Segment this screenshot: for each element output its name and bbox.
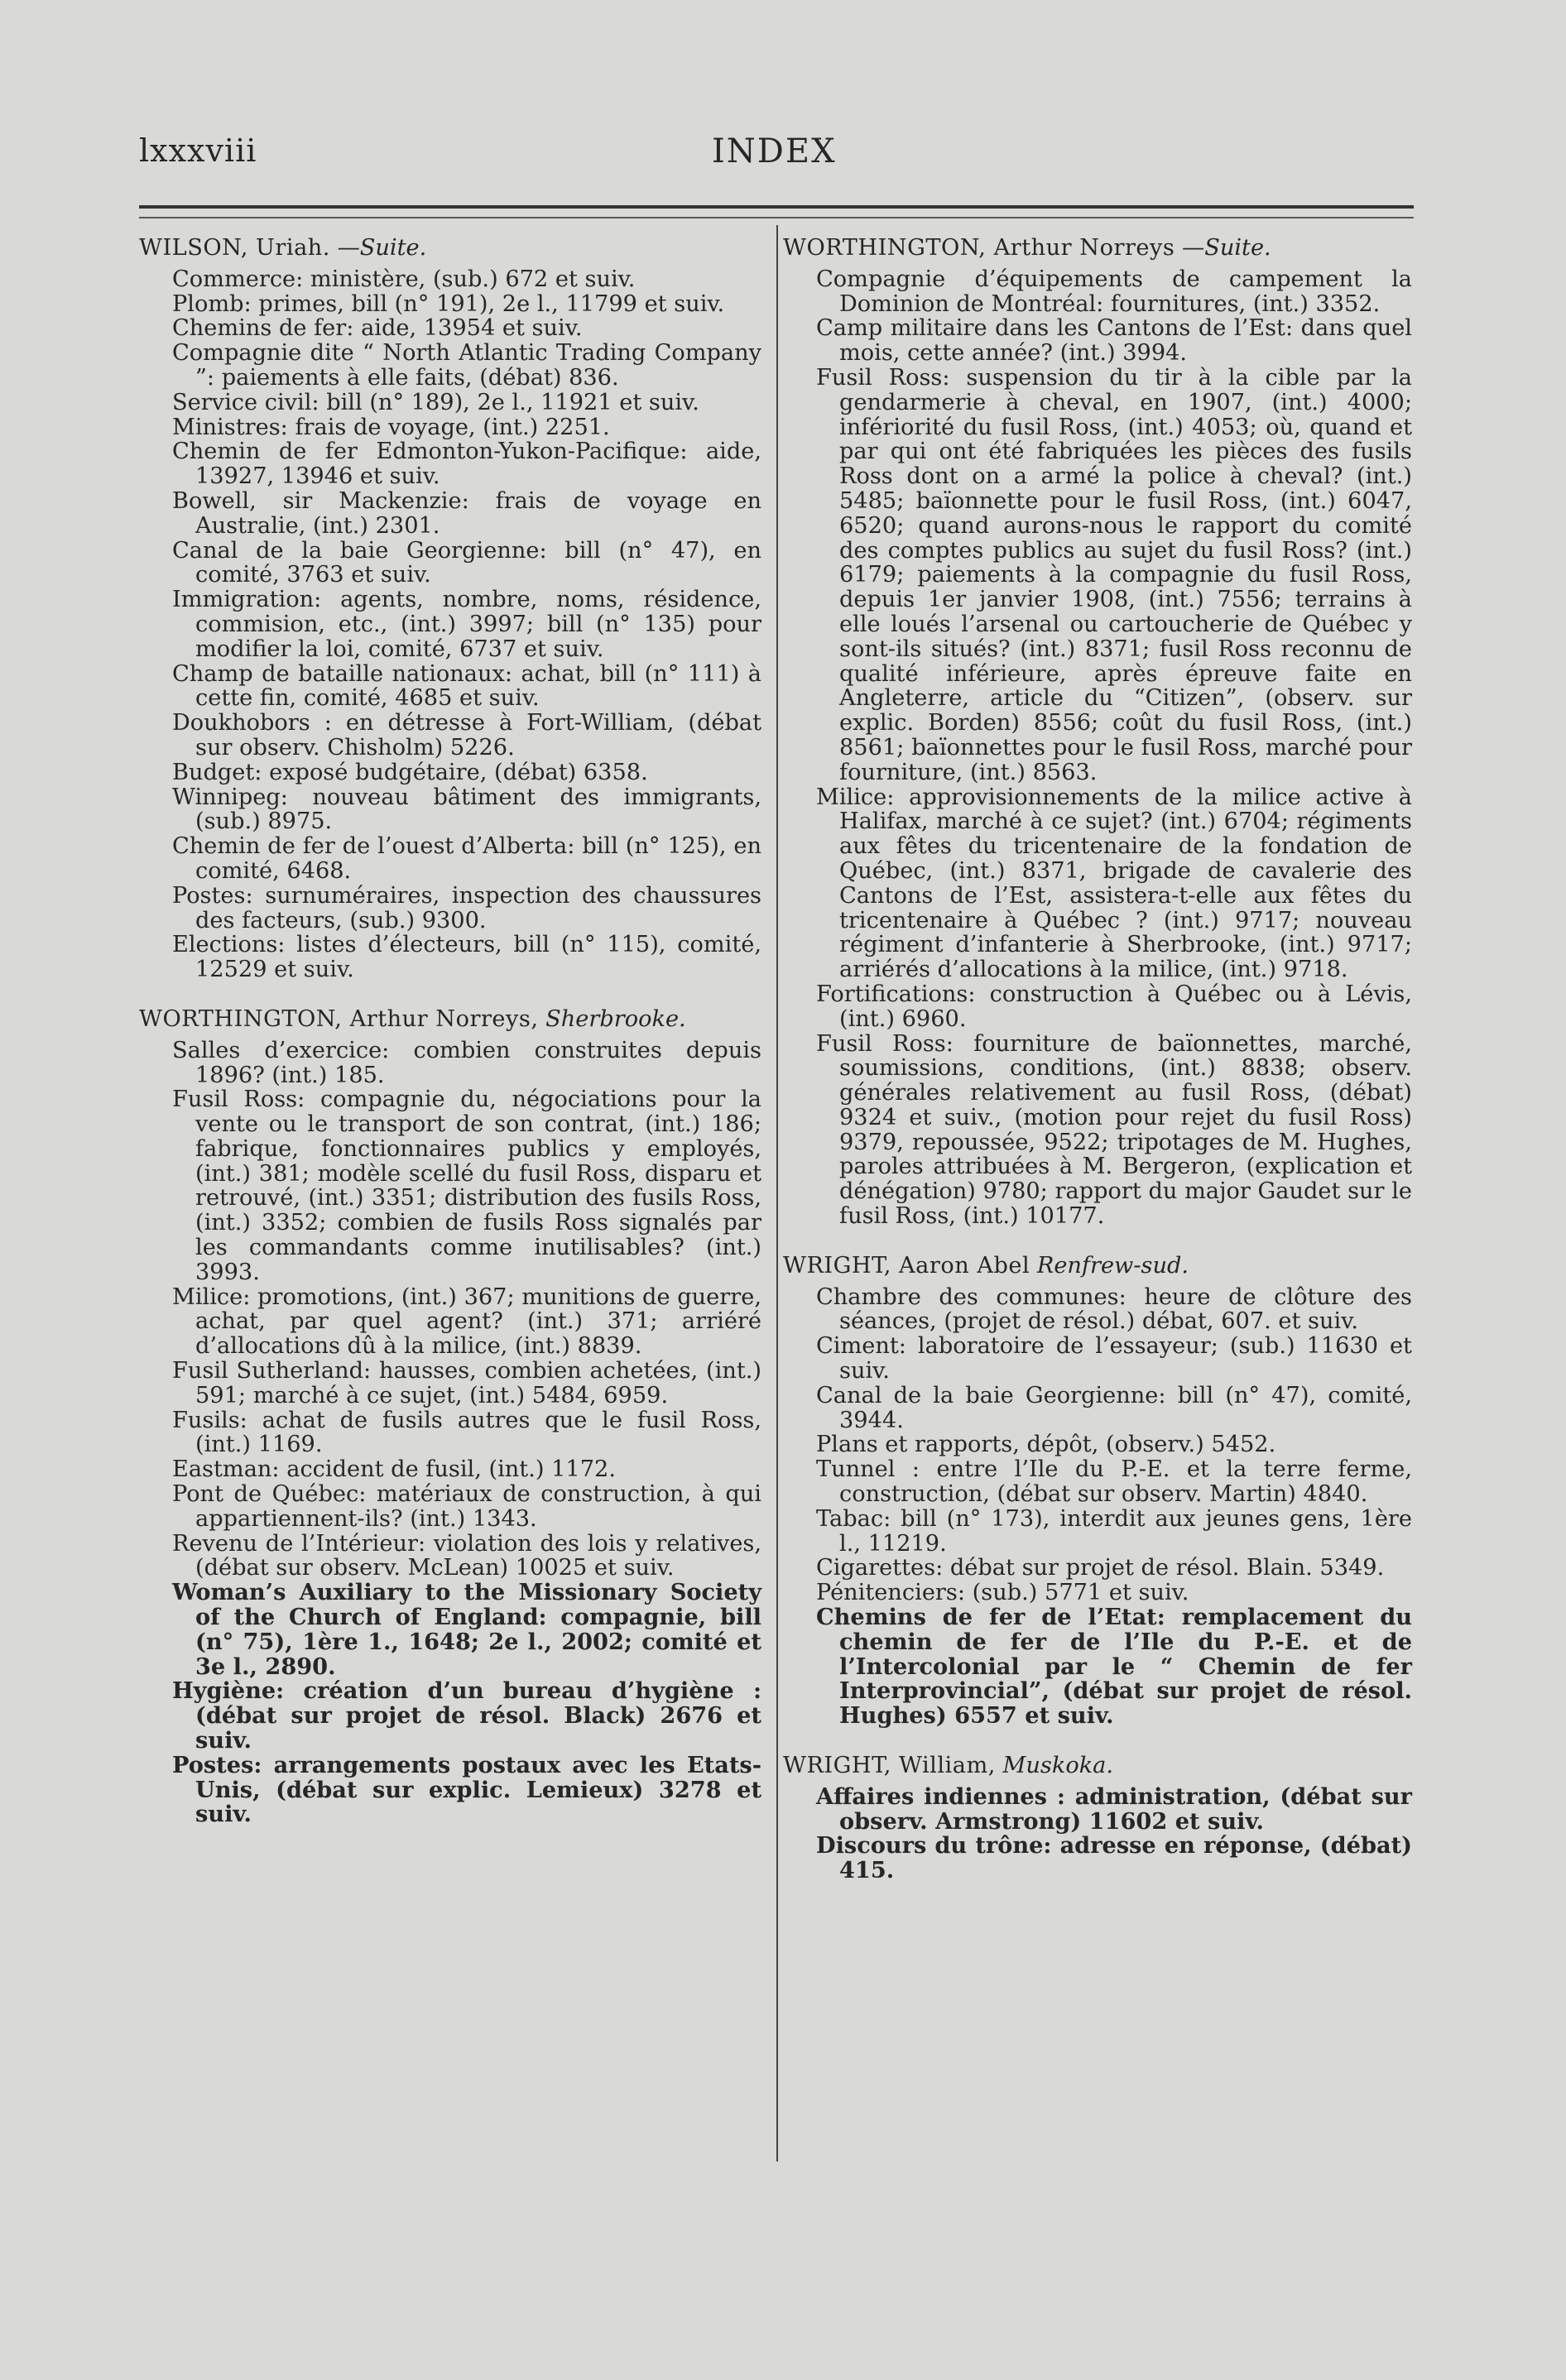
index-entry: Tunnel : entre l’Ile du P.-E. et la terre ferme, construction, (débat sur observ. Martin) 4840. (816, 1456, 1412, 1508)
page-title: INDEX (712, 132, 837, 170)
index-entry-bold: Discours du trône: adresse en réponse, (débat) 415. (816, 1832, 1412, 1884)
index-entry: Salles d’exercice: combien construites depuis 1896? (int.) 185. (172, 1037, 761, 1088)
index-entry: Immigration: agents, nombre, noms, résidence, commision, etc., (int.) 3997; bill (n° 135) pour modifier la loi, comité, 6737 et suiv. (172, 587, 761, 662)
index-entry: Tabac: bill (n° 173), interdit aux jeunes gens, 1ère l., 11219. (816, 1505, 1412, 1557)
section-gap (783, 1729, 1412, 1754)
member-name: WRIGHT, William, (783, 1753, 996, 1779)
index-entry-bold: Postes: arrangements postaux avec les Etats-Unis, (débat sur explic. Lemieux) 3278 et suiv. (172, 1751, 761, 1828)
index-entry: Chambre des communes: heure de clôture des séances, (projet de résol.) débat, 607. et suiv. (816, 1284, 1412, 1335)
header-rule (139, 205, 1414, 209)
section-gap (139, 982, 761, 1007)
index-entry: Pont de Québec: matériaux de construction, à qui appartiennent-ils? (int.) 1343. (172, 1481, 761, 1532)
index-entry: Fusil Ross: compagnie du, négociations pour la vente ou le transport de son contrat, (int.) 186; fabrique, fonctionnaires publics y employés, (int.) 381; modèle scellé du fusil Ross, disparu et retrouvé, (int.) 3351; distribution des fusils Ross, (int.) 3352; combien de fusils Ross signalés par les commandants comme inutilisables? (int.) 3993. (172, 1087, 761, 1285)
constituency: —Suite. (337, 235, 427, 261)
entry-heading (783, 1754, 1412, 1778)
member-name: WRIGHT, Aaron Abel (783, 1252, 1030, 1279)
header-rule-thin (139, 217, 1414, 218)
index-entry: Milice: approvisionnements de la milice active à Halifax, marché à ce sujet? (int.) 6704; régiments aux fêtes du tricentenaire de la fondation de Québec, (int.) 8371, brigade de cavalerie des Cantons de l’Est, assistera-t-elle aux fêtes du tricentenaire à Québec ? (int.) 9717; nouveau régiment d’infanterie à Sherbrooke, (int.) 9717; arriérés d’allocations à la milice, (int.) 9718. (816, 784, 1412, 983)
index-entry: Compagnie d’équipements de campement la Dominion de Montréal: fournitures, (int.) 3352. (816, 266, 1412, 317)
index-entry-bold: Chemins de fer de l’Etat: remplacement du chemin de fer de l’Ile du P.-E. et de l’Intercolonial par le “ Chemin de fer Interprovincial”, (débat sur projet de résol. Hughes) 6557 et suiv. (816, 1604, 1412, 1730)
index-entry: Doukhobors : en détresse à Fort-William, (débat sur observ. Chisholm) 5226. (172, 710, 761, 761)
index-entry-bold: Affaires indiennes : administration, (débat sur observ. Armstrong) 11602 et suiv. (816, 1783, 1412, 1835)
index-entry: Plomb: primes, bill (n° 191), 2e l., 11799 et suiv. (172, 290, 725, 317)
index-entry: Commerce: ministère, (sub.) 672 et suiv. (172, 266, 636, 292)
index-entry: Eastman: accident de fusil, (int.) 1172. (172, 1456, 616, 1483)
member-name: WORTHINGTON, Arthur Norreys (783, 235, 1175, 261)
member-name: WORTHINGTON, Arthur Norreys, (139, 1005, 539, 1032)
index-entry: Postes: surnuméraires, inspection des chaussures des facteurs, (sub.) 9300. (172, 882, 761, 933)
index-entry: Chemins de fer: aide, 13954 et suiv. (172, 315, 583, 342)
index-entry: Fusil Ross: suspension du tir à la cible par la gendarmerie à cheval, en 1907, (int.) 4000; infériorité du fusil Ross, (int.) 4053; où, quand et par qui ont été fabriquées les pièces des fusils Ross dont on a armé la police à cheval? (int.) 5485; baïonnette pour le fusil Ross, (int.) 6047, 6520; quand aurons-nous le rapport du comité des comptes publics au sujet du fusil Ross? (int.) 6179; paiements à la compagnie du fusil Ross, depuis 1er janvier 1908, (int.) 7556; terrains à elle loués l’arsenal ou cartoucherie de Québec y sont-ils situés? (int.) 8371; fusil Ross reconnu de qualité inférieure, après épreuve faite en Angleterre, article du “Citizen”, (observ. sur explic. Borden) 8556; coût du fusil Ross, (int.) 8561; baïonnettes pour le fusil Ross, marché pour fourniture, (int.) 8563. (816, 364, 1412, 785)
index-entry: Chemin de fer Edmonton-Yukon-Pacifique: aide, 13927, 13946 et suiv. (172, 439, 761, 490)
right-column (783, 236, 1412, 1883)
index-entry: Fusil Sutherland: hausses, combien achetées, (int.) 591; marché à ce sujet, (int.) 5484, 6959. (172, 1358, 761, 1408)
member-name: WILSON, Uriah. (139, 235, 330, 261)
index-entry: Ciment: laboratoire de l’essayeur; (sub.) 11630 et suiv. (816, 1333, 1412, 1384)
index-entry: Champ de bataille nationaux: achat, bill (n° 111) à cette fin, comité, 4685 et suiv. (172, 660, 761, 712)
index-entry: Compagnie dite “ North Atlantic Trading Company ”: paiements à elle faits, (débat) 836. (172, 340, 761, 391)
index-entry: Bowell, sir Mackenzie: frais de voyage en Australie, (int.) 2301. (172, 487, 761, 539)
index-entry: Revenu de l’Intérieur: violation des lois y relatives, (débat sur observ. McLean) 10025 et suiv. (172, 1530, 761, 1581)
column-divider (776, 225, 778, 2162)
constituency: Muskoka. (1002, 1753, 1114, 1779)
index-entry: Elections: listes d’électeurs, bill (n° 115), comité, 12529 et suiv. (172, 932, 761, 983)
index-entry-bold: Woman’s Auxiliary to the Missionary Society of the Church of England: compagnie, bill (n° 75), 1ère 1., 1648; 2e l., 2002; comité et 3e l., 2890. (172, 1579, 761, 1680)
index-entry: Canal de la baie Georgienne: bill (n° 47), en comité, 3763 et suiv. (172, 537, 761, 588)
index-entry: Milice: promotions, (int.) 367; munitions de guerre, achat, par quel agent? (int.) 371; arriéré d’allocations dû à la milice, (int.) 8839. (172, 1284, 761, 1360)
left-column (139, 236, 761, 1827)
section-gap (783, 1229, 1412, 1254)
entry-heading (783, 236, 1412, 261)
constituency: Renfrew-sud. (1036, 1252, 1189, 1279)
index-entry-bold: Hygiène: création d’un bureau d’hygiène : (débat sur projet de résol. Black) 2676 et suiv. (172, 1677, 761, 1754)
index-entry: Chemin de fer de l’ouest d’Alberta: bill (n° 125), en comité, 6468. (172, 833, 761, 884)
constituency: —Suite. (1182, 235, 1271, 261)
index-entry: Plans et rapports, dépôt, (observ.) 5452. (816, 1432, 1276, 1458)
index-entry: Camp militaire dans les Cantons de l’Est: dans quel mois, cette année? (int.) 3994. (816, 315, 1412, 367)
index-entry: Ministres: frais de voyage, (int.) 2251. (172, 414, 610, 440)
constituency: Sherbrooke. (545, 1005, 686, 1032)
index-entry: Canal de la baie Georgienne: bill (n° 47), comité, 3944. (816, 1382, 1412, 1433)
entry-heading (783, 1254, 1412, 1279)
index-entry: Budget: exposé budgétaire, (débat) 6358. (172, 759, 648, 785)
index-entry: Cigarettes: débat sur projet de résol. Blain. 5349. (816, 1555, 1385, 1581)
entry-heading (139, 1007, 761, 1032)
entry-heading (139, 236, 761, 261)
index-entry: Fusils: achat de fusils autres que le fusil Ross, (int.) 1169. (172, 1407, 761, 1458)
index-entry: Fusil Ross: fourniture de baïonnettes, marché, soumissions, conditions, (int.) 8838; observ. générales relativement au fusil Ross, (débat) 9324 et suiv., (motion pour rejet du fusil Ross) 9379, repoussée, 9522; tripotages de M. Hughes, paroles attribuées à M. Bergeron, (explication et dénégation) 9780; rapport du major Gaudet sur le fusil Ross, (int.) 10177. (816, 1030, 1412, 1230)
index-entry: Pénitenciers: (sub.) 5771 et suiv. (816, 1580, 1189, 1606)
index-entry: Winnipeg: nouveau bâtiment des immigrants, (sub.) 8975. (172, 784, 761, 835)
page-number: lxxxviii (139, 132, 257, 169)
index-entry: Service civil: bill (n° 189), 2e l., 11921 et suiv. (172, 389, 699, 415)
index-entry: Fortifications: construction à Québec ou à Lévis, (int.) 6960. (816, 981, 1412, 1032)
